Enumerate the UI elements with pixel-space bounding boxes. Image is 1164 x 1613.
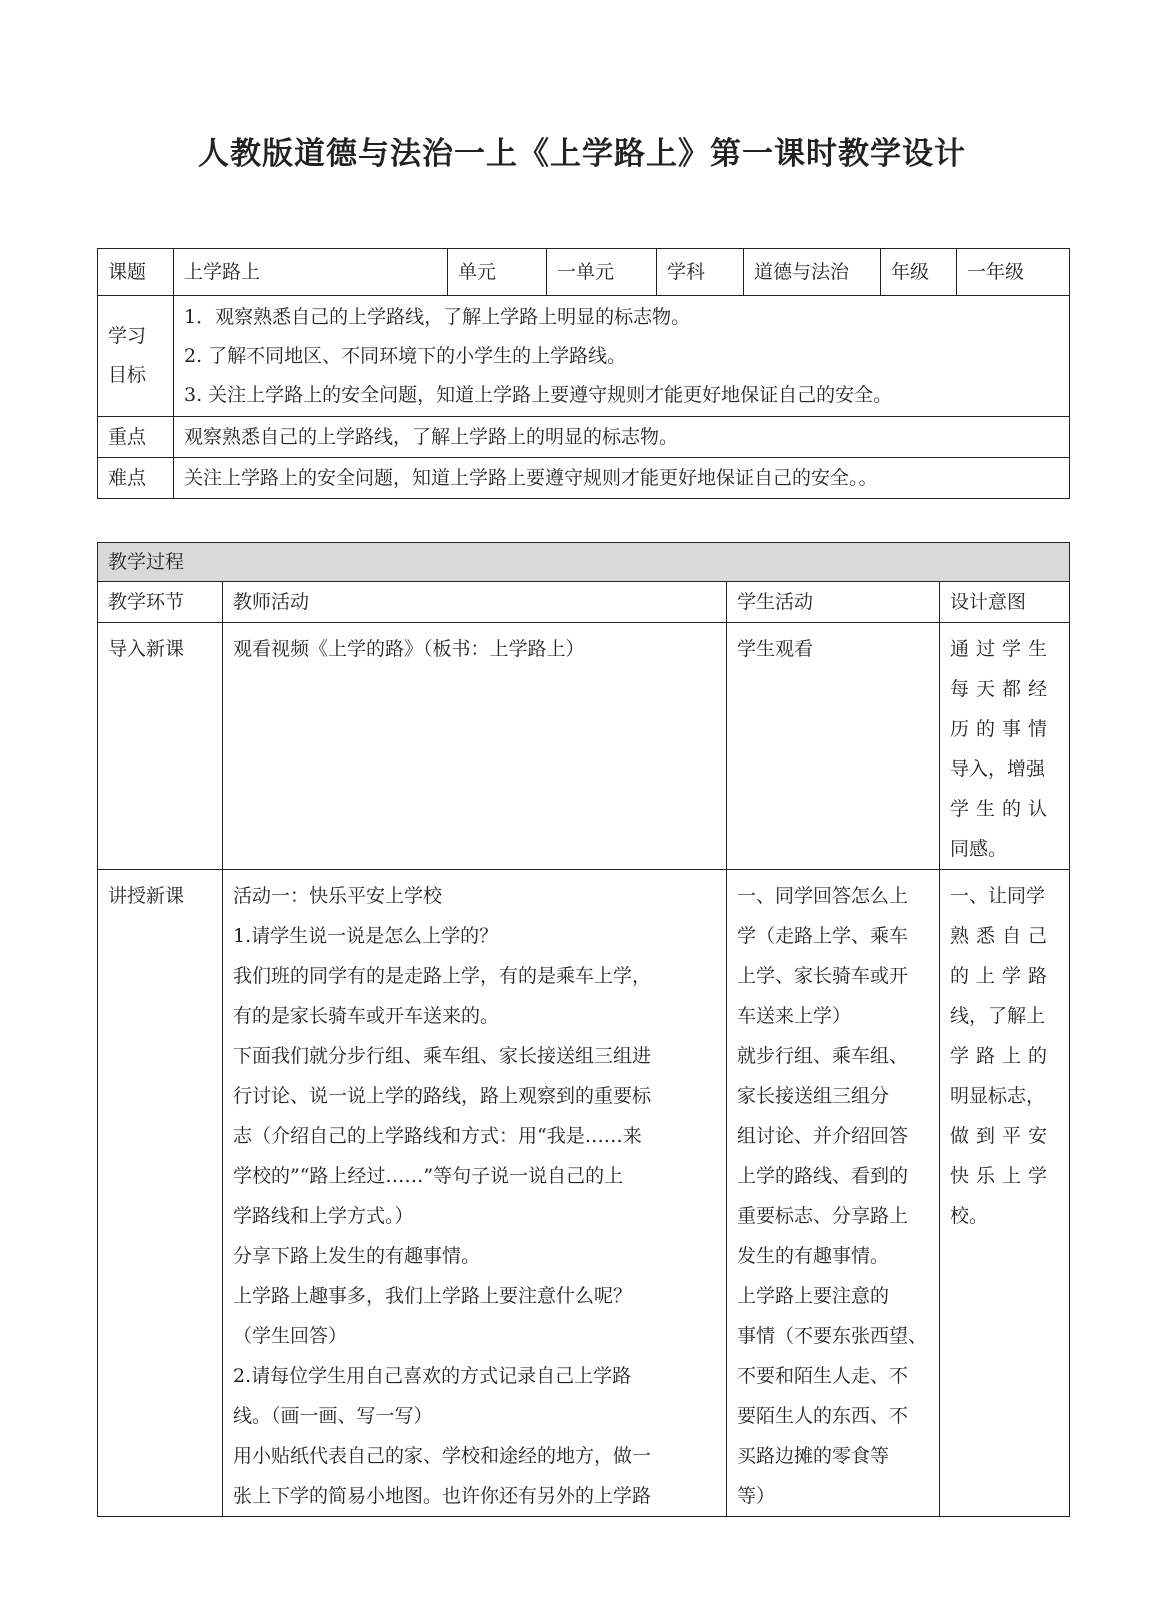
intent-line: 导入，增强 <box>950 758 1046 780</box>
student-line: 组讨论、并介绍回答 <box>737 1125 909 1147</box>
info-header-row <box>98 249 1070 296</box>
teacher-line: （学生回答） <box>233 1325 348 1347</box>
intent-line: 熟悉自己 <box>950 925 1055 947</box>
design-intent-cell <box>940 870 1070 1517</box>
goals-label-line-2: 目标 <box>108 364 147 386</box>
student-line: 一、同学回答怎么上 <box>737 885 909 907</box>
teacher-line: 志（介绍自己的上学路线和方式：用“我是……来 <box>233 1125 642 1147</box>
goals-value <box>174 296 1070 417</box>
student-line: 上学路上要注意的 <box>737 1285 890 1307</box>
col-header-teacher: 教师活动 <box>223 582 727 623</box>
difficulty-value: 关注上学路上的安全问题，知道上学路上要遵守规则才能更好地保证自己的安全。。 <box>174 458 1070 499</box>
topic-value: 上学路上 <box>174 249 448 296</box>
teacher-line: 张上下学的简易小地图。也许你还有另外的上学路 <box>233 1485 652 1507</box>
teacher-line: 分享下路上发生的有趣事情。 <box>233 1245 481 1267</box>
intent-line: 快乐上学 <box>950 1165 1055 1187</box>
difficulty-label: 难点 <box>98 458 174 499</box>
teacher-line: 学校的”“路上经过……”等句子说一说自己的上 <box>233 1165 624 1187</box>
goal-item: 3. 关注上学路上的安全问题，知道上学路上要遵守规则才能更好地保证自己的安全。 <box>184 383 893 406</box>
teacher-line: 我们班的同学有的是走路上学，有的是乘车上学， <box>233 965 652 987</box>
intent-line: 通过学生 <box>950 638 1055 660</box>
col-header-stage: 教学环节 <box>98 582 223 623</box>
intent-line: 一、让同学 <box>950 885 1046 907</box>
stage-text: 导入新课 <box>108 638 185 660</box>
unit-label: 单元 <box>448 249 547 296</box>
student-line: 学（走路上学、乘车 <box>737 925 909 947</box>
teacher-line: 用小贴纸代表自己的家、学校和途经的地方，做一 <box>233 1445 652 1467</box>
teacher-activity-cell <box>223 870 727 1517</box>
teacher-line: 活动一：快乐平安上学校 <box>233 885 443 907</box>
student-line: 家长接送组三组分 <box>737 1085 890 1107</box>
teacher-line: 行讨论、说一说上学的路线，路上观察到的重要标 <box>233 1085 652 1107</box>
key-point-value: 观察熟悉自己的上学路线，了解上学路上的明显的标志物。 <box>174 417 1070 458</box>
teacher-line: 线。（画一画、写一写） <box>233 1405 433 1427</box>
intent-line: 每天都经 <box>950 678 1055 700</box>
intent-line: 的上学路 <box>950 965 1055 987</box>
student-line: 不要和陌生人走、不 <box>737 1365 909 1387</box>
student-activity-cell <box>727 623 940 870</box>
student-line: 上学的路线、看到的 <box>737 1165 909 1187</box>
process-row-intro <box>98 623 1070 870</box>
goal-item: 1．观察熟悉自己的上学路线，了解上学路上明显的标志物。 <box>184 305 691 328</box>
intent-line: 明显标志， <box>950 1085 1046 1107</box>
subject-value: 道德与法治 <box>744 249 881 296</box>
goals-label-line-1: 学习 <box>108 325 147 347</box>
teacher-line: 学路线和上学方式。） <box>233 1205 414 1227</box>
student-line: 重要标志、分享路上 <box>737 1205 909 1227</box>
process-section-title: 教学过程 <box>98 543 1070 582</box>
process-row-new-lesson <box>98 870 1070 1517</box>
teacher-line: 有的是家长骑车或开车送来的。 <box>233 1005 500 1027</box>
document-title: 人教版道德与法治一上《上学路上》第一课时教学设计 <box>198 136 966 172</box>
intent-line: 校。 <box>950 1205 989 1227</box>
student-line: 发生的有趣事情。 <box>737 1245 890 1267</box>
student-line: 车送来上学） <box>737 1005 852 1027</box>
key-point-row <box>98 417 1070 458</box>
teacher-line: 下面我们就分步行组、乘车组、家长接送组三组进 <box>233 1045 652 1067</box>
difficulty-row <box>98 458 1070 499</box>
goals-row <box>98 296 1070 417</box>
col-header-student: 学生活动 <box>727 582 940 623</box>
student-line: 要陌生人的东西、不 <box>737 1405 909 1427</box>
teaching-process-table <box>97 542 1070 1517</box>
stage-text: 讲授新课 <box>108 885 185 907</box>
teacher-line: 2.请每位学生用自己喜欢的方式记录自己上学路 <box>233 1365 632 1387</box>
key-point-label: 重点 <box>98 417 174 458</box>
goals-label <box>98 296 174 417</box>
process-header-row <box>98 582 1070 623</box>
design-intent-cell <box>940 623 1070 870</box>
intent-line: 线，了解上 <box>950 1005 1046 1027</box>
student-line: 学生观看 <box>737 638 814 660</box>
subject-label: 学科 <box>657 249 744 296</box>
teacher-line: 上学路上趣事多，我们上学路上要注意什么呢？ <box>233 1285 633 1307</box>
student-line: 上学、家长骑车或开 <box>737 965 909 987</box>
col-header-intent: 设计意图 <box>940 582 1070 623</box>
topic-label: 课题 <box>98 249 174 296</box>
grade-label: 年级 <box>881 249 957 296</box>
lesson-info-table <box>97 248 1070 499</box>
grade-value: 一年级 <box>957 249 1070 296</box>
intent-line: 做到平安 <box>950 1125 1055 1147</box>
teacher-line: 观看视频《上学的路》（板书：上学路上） <box>233 638 585 660</box>
student-line: 等） <box>737 1485 776 1507</box>
intent-line: 同感。 <box>950 838 1008 860</box>
teacher-line: 1.请学生说一说是怎么上学的？ <box>233 925 499 947</box>
goal-item: 2. 了解不同地区、不同环境下的小学生的上学路线。 <box>184 344 627 367</box>
unit-value: 一单元 <box>547 249 657 296</box>
intent-line: 学生的认 <box>950 798 1055 820</box>
stage-cell <box>98 870 223 1517</box>
process-section-row <box>98 543 1070 582</box>
teacher-activity-cell <box>223 623 727 870</box>
intent-line: 历的事情 <box>950 718 1055 740</box>
student-line: 买路边摊的零食等 <box>737 1445 890 1467</box>
student-line: 就步行组、乘车组、 <box>737 1045 909 1067</box>
student-line: 事情（不要东张西望、 <box>737 1325 928 1347</box>
stage-cell <box>98 623 223 870</box>
intent-line: 学路上的 <box>950 1045 1055 1067</box>
student-activity-cell <box>727 870 940 1517</box>
